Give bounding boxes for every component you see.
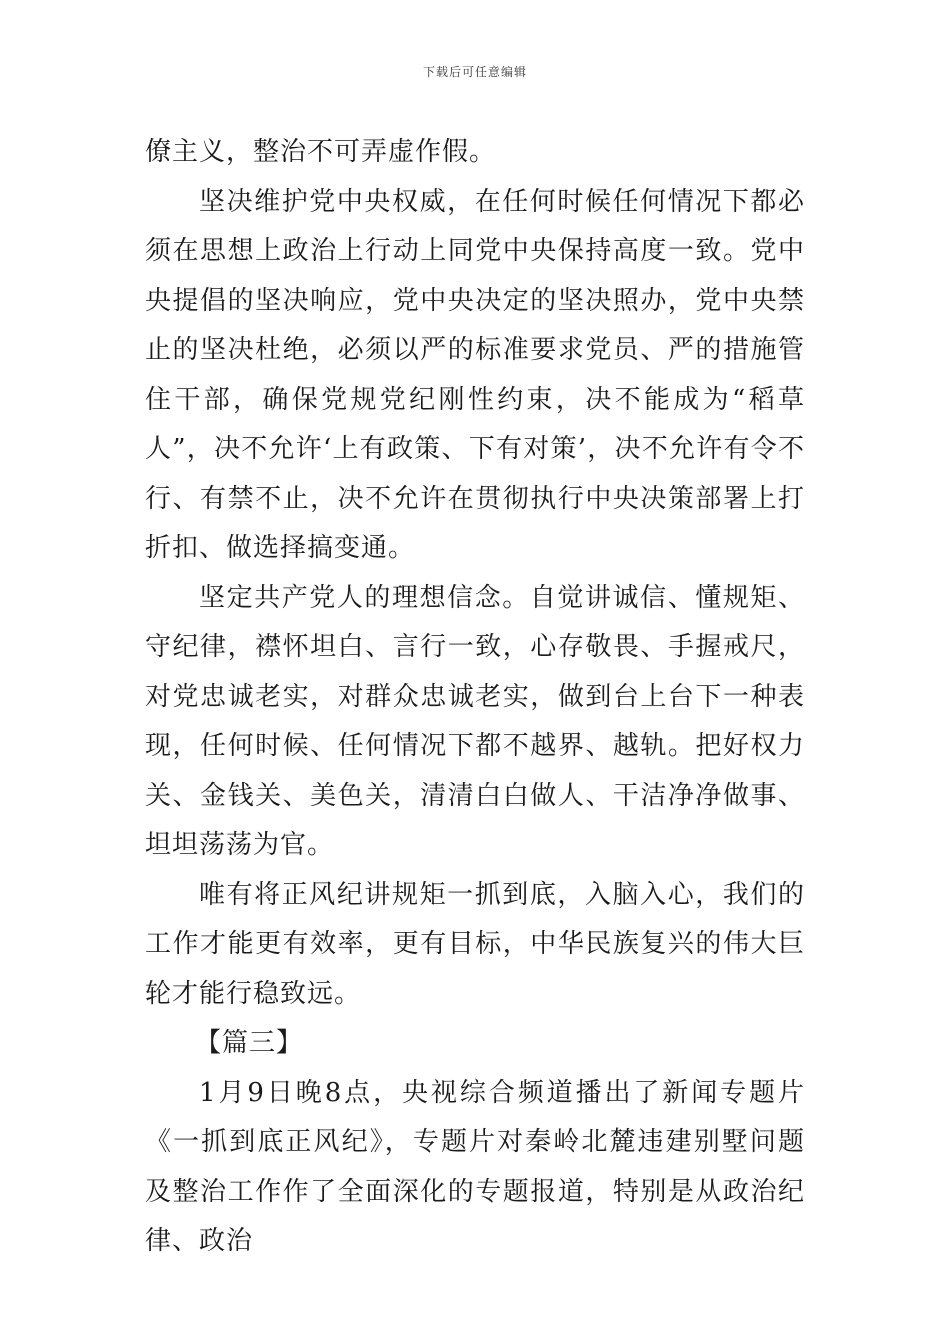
paragraph-conclusion: 唯有将正风纪讲规矩一抓到底，入脑入心，我们的工作才能更有效率，更有目标，中华民族复兴的伟大巨轮才能行稳致远。 [145, 879, 805, 1009]
paragraph-ideals-beliefs: 坚定共产党人的理想信念。自觉讲诚信、懂规矩、守纪律，襟怀坦白、言行一致，心存敬畏、手握戒尺，对党忠诚老实，对群众忠诚老实，做到台上台下一种表现，任何时候、任何情况下都不越界、越轨。把好权力关、金钱关、美色关，清清白白做人、干洁净净做事、坦坦荡荡为官。 [145, 582, 805, 860]
section-heading-part-three: 【篇三】 [195, 1028, 304, 1058]
page-header-note: 下载后可任意编辑 [422, 65, 527, 79]
paragraph-news-documentary: 1月9日晚8点，央视综合频道播出了新闻专题片《一抓到底正风纪》，专题片对秦岭北麓违建别墅问题及整治工作作了全面深化的专题报道，特别是从政治纪律、政治 [145, 1077, 805, 1256]
document-body [145, 128, 805, 1267]
paragraph-continuation: 僚主义，整治不可弄虚作假。 [145, 137, 497, 167]
paragraph-party-authority: 坚决维护党中央权威，在任何时候任何情况下都必须在思想上政治上行动上同党中央保持高度一致。党中央提倡的坚决响应，党中央决定的坚决照办，党中央禁止的坚决杜绝，必须以严的标准要求党员、严的措施管住干部，确保党规党纪刚性约束，决不能成为“稻草人”，决不允许‘上有政策、下有对策’，决不允许有令不行、有禁不止，决不允许在贯彻执行中央决策部署上打折扣、做选择搞变通。 [145, 186, 805, 563]
